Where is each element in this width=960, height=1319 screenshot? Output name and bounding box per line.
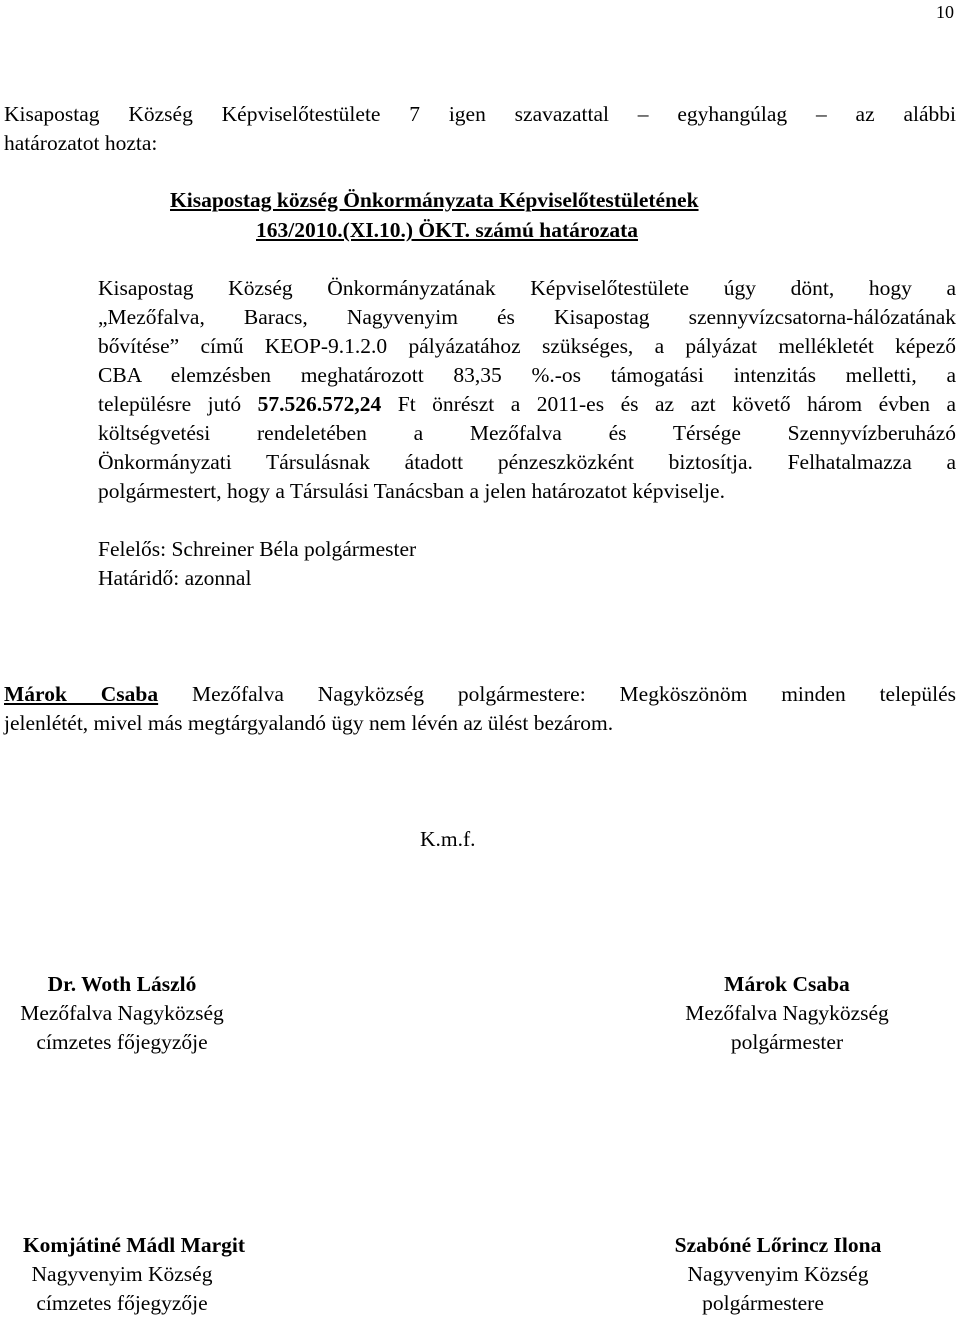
resolution-title-line-2: 163/2010.(XI.10.) ÖKT. számú határozata	[256, 218, 639, 242]
resolution-line-8: polgármestert, hogy a Társulási Tanácsban a jelen határozatot képviselje.	[98, 479, 725, 503]
signatory-organization: Mezőfalva Nagyközség	[685, 1001, 889, 1025]
closing-line-1-rest: Mezőfalva Nagyközség polgármestere: Megköszönöm minden település	[192, 682, 956, 706]
resolution-line-7: Önkormányzati Társulásnak átadott pénzeszközként biztosítja. Felhatalmazza a	[98, 450, 956, 474]
resolution-line-3: bővítése” című KEOP-9.1.2.0 pályázatához szükséges, a pályázat mellékletét képező	[98, 334, 956, 358]
signatory-organization: Nagyvenyim Község	[687, 1262, 869, 1286]
signatory-name: Dr. Woth László	[47, 972, 197, 996]
speaker-name: Márok Csaba	[4, 682, 159, 706]
resolution-line-1: Kisapostag Község Önkormányzatának Képviselőtestülete úgy dönt, hogy a	[98, 276, 956, 300]
signatory-role: címzetes főjegyzője	[36, 1291, 208, 1315]
resolution-line-5	[98, 392, 956, 417]
resolution-line-4: CBA elemzésben meghatározott 83,35 %.-os támogatási intenzitás melletti, a	[98, 363, 956, 387]
signatory-name: Szabóné Lőrincz Ilona	[674, 1233, 882, 1257]
signatory-organization: Nagyvenyim Község	[31, 1262, 213, 1286]
signatory-role: polgármestere	[702, 1291, 824, 1315]
closing-line-2: jelenlétét, mivel más megtárgyalandó ügy nem lévén az ülést bezárom.	[4, 711, 614, 735]
page-number: 10	[936, 2, 954, 22]
signatory-role: címzetes főjegyzője	[36, 1030, 208, 1054]
resolution-title-line-1: Kisapostag község Önkormányzata Képviselőtestületének	[170, 188, 699, 212]
signatory-organization: Mezőfalva Nagyközség	[20, 1001, 224, 1025]
kmf: K.m.f.	[420, 827, 476, 851]
resolution-line-5-post: Ft önrészt a 2011-es és az azt követő három évben a	[397, 392, 956, 416]
own-contribution-amount: 57.526.572,24	[257, 392, 382, 416]
deadline: Határidő: azonnal	[98, 566, 252, 590]
resolution-line-2: „Mezőfalva, Baracs, Nagyvenyim és Kisapostag szennyvízcsatorna-hálózatának	[98, 305, 956, 329]
intro-line-2: határozatot hozta:	[4, 131, 158, 155]
resolution-line-6: költségvetési rendeletében a Mezőfalva és Térsége Szennyvízberuházó	[98, 421, 956, 445]
signatory-name: Márok Csaba	[724, 972, 850, 996]
responsible-person: Felelős: Schreiner Béla polgármester	[98, 537, 417, 561]
resolution-line-5-pre: településre jutó	[98, 392, 242, 416]
signatory-role: polgármester	[730, 1030, 844, 1054]
intro-line-1: Kisapostag Község Képviselőtestülete 7 igen szavazattal – egyhangúlag – az alábbi	[4, 102, 956, 126]
closing-line-1	[4, 682, 956, 707]
signatory-name: Komjátiné Mádl Margit	[22, 1233, 246, 1257]
